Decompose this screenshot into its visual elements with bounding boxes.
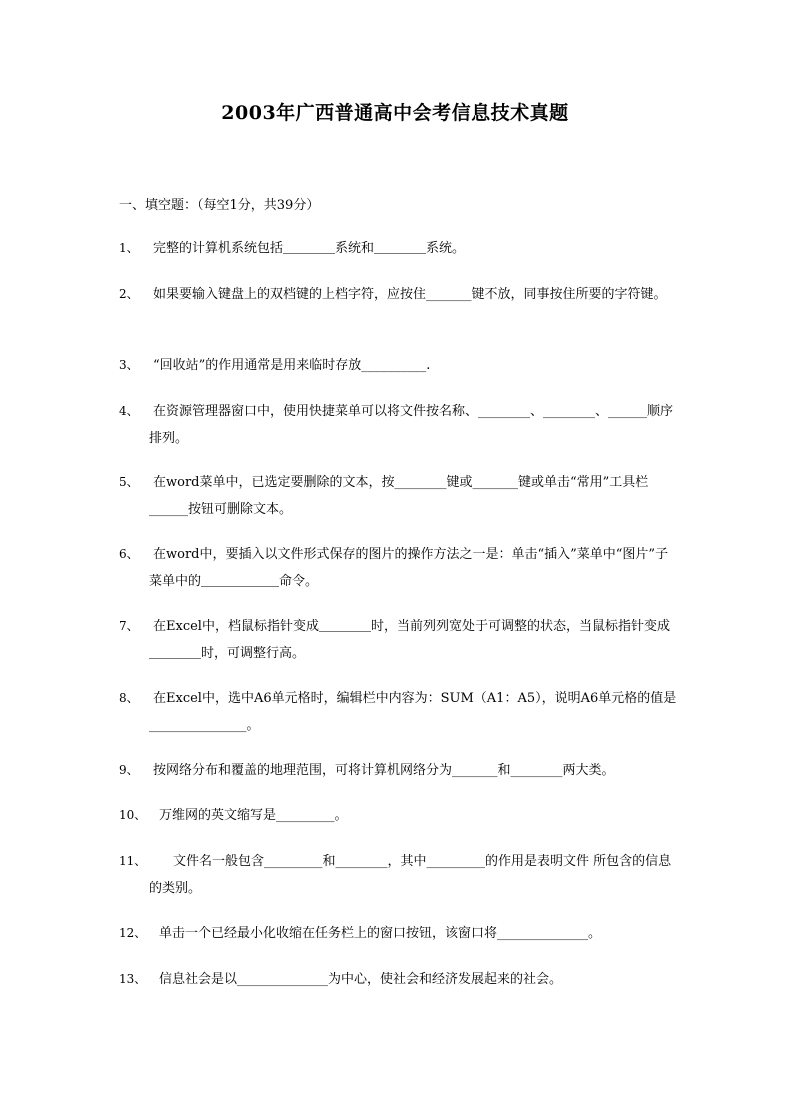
question-text: 信息社会是以______________为中心，使社会和经济发展起来的社会。 [159, 972, 563, 987]
question-1 [119, 235, 679, 262]
question-text: 如果要输入键盘上的双档键的上档字符，应按住_______键不放，同事按住所要的字符键。 [153, 287, 667, 302]
page-title: 2003年广西普通高中会考信息技术真题 [221, 102, 569, 124]
question-text: 万维网的英文缩写是_________。 [159, 808, 348, 823]
question-number: 1、 [119, 241, 139, 255]
question-number: 2、 [119, 287, 139, 301]
question-12 [119, 920, 679, 947]
question-text: 单击一个已经最小化收缩在任务栏上的窗口按钮，该窗口将______________。 [159, 926, 602, 941]
section-heading: 一、填空题：（每空1分，共39分） [119, 198, 320, 213]
question-text: 完整的计算机系统包括＿＿＿＿系统和＿＿＿＿系统。 [153, 241, 466, 256]
question-5 [119, 469, 679, 523]
question-number: 4、 [119, 404, 139, 418]
question-text: 文件名一般包含_________和________，其中_________的作用是表明文件 所包含的信息的类别。 [149, 854, 672, 896]
question-text: 在Excel中，选中A6单元格时，编辑栏中内容为：SUM（A1：A5），说明A6单元格的值是_______________。 [149, 691, 677, 733]
question-text: 在word菜单中，已选定要删除的文本，按________键或_______键或单击“常用”工具栏______按钮可删除文本。 [149, 475, 649, 517]
question-number: 13、 [119, 972, 147, 986]
question-text: 在资源管理器窗口中，使用快捷菜单可以将文件按名称、________、________、______顺序排列。 [149, 404, 674, 446]
question-text: “回收站”的作用通常是用来临时存放__________. [153, 358, 431, 373]
question-number: 5、 [119, 475, 139, 489]
question-4 [119, 398, 679, 452]
question-7 [119, 613, 679, 667]
question-text: 在word中，要插入以文件形式保存的图片的操作方法之一是：单击“插入”菜单中“图片”子菜单中的＿＿＿＿＿＿命令。 [149, 547, 669, 589]
question-10 [119, 802, 679, 829]
question-8 [119, 685, 679, 739]
question-text: 在Excel中，档鼠标指针变成＿＿＿＿时，当前列列宽处于可调整的状态，当鼠标指针变成＿＿＿＿时，可调整行高。 [149, 619, 670, 661]
question-13 [119, 966, 679, 993]
question-number: 8、 [119, 691, 139, 705]
question-number: 9、 [119, 763, 139, 777]
question-number: 7、 [119, 619, 139, 633]
question-9 [119, 757, 679, 784]
question-text: 按网络分布和覆盖的地理范围，可将计算机网络分为_______和________两大类。 [153, 763, 615, 778]
question-number: 6、 [119, 547, 139, 561]
question-2 [119, 281, 679, 308]
question-number: 12、 [119, 926, 147, 940]
question-number: 11、 [119, 854, 147, 868]
question-number: 10、 [119, 808, 147, 822]
question-number: 3、 [119, 358, 139, 372]
question-3 [119, 352, 679, 379]
question-11 [119, 848, 679, 902]
question-6 [119, 541, 679, 595]
